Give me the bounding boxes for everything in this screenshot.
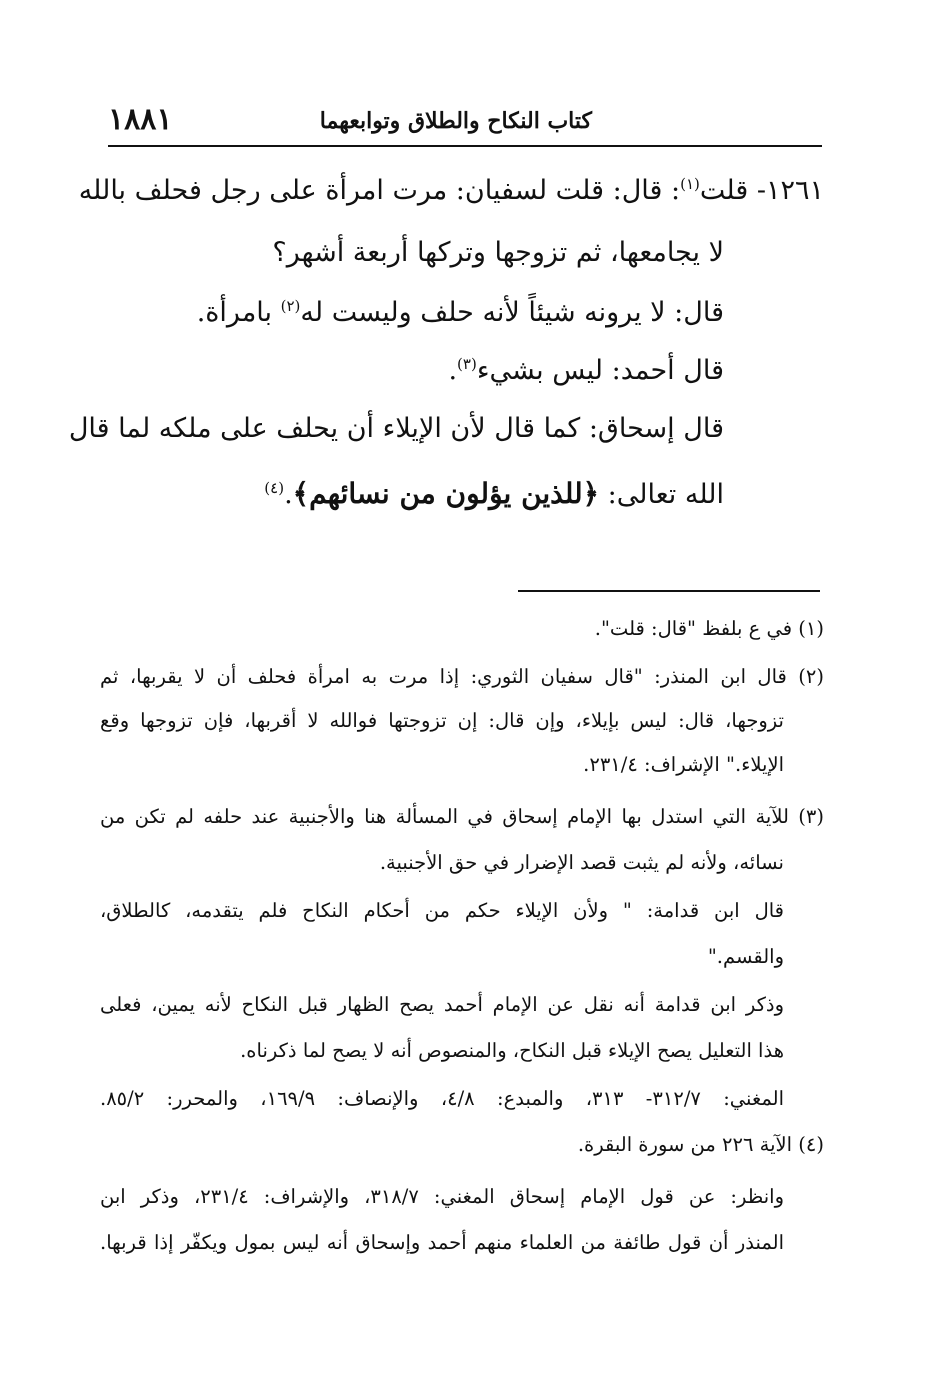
footnote-line: وذكر ابن قدامة أنه نقل عن الإمام أحمد يصح الظهار قبل النكاح لأنه يمين، فعلى bbox=[100, 993, 784, 1016]
main-line-3-text: قال: لا يرونه شيئاً لأنه حلف وليست له bbox=[300, 297, 724, 328]
footnote-line: (٤) الآية ٢٢٦ من سورة البقرة. bbox=[577, 1133, 824, 1156]
main-line-6-text: الله تعالى: bbox=[599, 479, 724, 510]
header-rule bbox=[108, 145, 822, 147]
page-number: ١٨٨١ bbox=[108, 102, 173, 137]
footnote-line: المنذر أن قول طائفة من العلماء منهم أحمد وإسحاق أنه ليس بمول ويكفّر إذا قربها. bbox=[100, 1231, 784, 1254]
footnote-ref-2: (٢) bbox=[280, 297, 301, 315]
main-line-4-end: . bbox=[448, 355, 458, 386]
main-line-6 bbox=[264, 477, 724, 510]
footnote-line: (٢) قال ابن المنذر: "قال سفيان الثوري: إذا مرت به امرأة فحلف أن لا يقربها، ثم bbox=[100, 665, 824, 688]
main-line-5: قال إسحاق: كما قال لأن الإيلاء أن يحلف على ملكه لما قال bbox=[68, 413, 724, 444]
running-title: كتاب النكاح والطلاق وتوابعهما bbox=[319, 108, 592, 134]
quran-verse: ﴿للذين يؤلون من نسائهم﴾ bbox=[292, 477, 600, 510]
main-line-4-text: قال أحمد: ليس بشيء bbox=[476, 355, 724, 386]
footnote-line: والقسم." bbox=[707, 945, 784, 968]
main-line-2: لا يجامعها، ثم تزوجها وتركها أربعة أشهر؟ bbox=[272, 237, 724, 268]
page-header bbox=[108, 100, 822, 144]
footnote-line: (٣) للآية التي استدل بها الإمام إسحاق في المسألة هنا والأجنبية عند حلفه لم تكن من bbox=[100, 805, 824, 828]
footnote-ref-4: (٤) bbox=[264, 479, 285, 497]
footnote-line: المغني: ٣١٢/٧- ٣١٣، والمبدع: ٤/٨، والإنصاف: ١٦٩/٩، والمحرر: ٨٥/٢. bbox=[100, 1087, 784, 1110]
main-line-1-text: : قال: قلت لسفيان: مرت امرأة على رجل فحلف بالله bbox=[78, 175, 681, 206]
footnote-line: نسائه، ولأنه لم يثبت قصد الإضرار في حق الأجنبية. bbox=[379, 851, 784, 874]
footnote-line: الإيلاء." الإشراف: ٢٣١/٤. bbox=[583, 753, 784, 776]
main-line-3-end: بامرأة. bbox=[196, 297, 281, 328]
footnote-line: قال ابن قدامة: " ولأن الإيلاء حكم من أحكام النكاح فلم يتقدمه، كالطلاق، bbox=[100, 899, 784, 922]
main-line-3 bbox=[197, 297, 724, 328]
footnote-line: وانظر: عن قول الإمام إسحاق المغني: ٣١٨/٧، والإشراف: ٢٣١/٤، وذكر ابن bbox=[100, 1185, 784, 1208]
footnote-line: (١) في ع بلفظ "قال: قلت". bbox=[594, 617, 824, 640]
main-line-6-period: . bbox=[284, 479, 293, 510]
footnote-ref-1: (١) bbox=[680, 175, 700, 193]
footnote-line: تزوجها، قال: ليس بإيلاء، وإن قال: إن تزوجتها فوالله لا أقربها، فإن تزوجها وقع bbox=[100, 709, 784, 732]
main-line-1 bbox=[78, 175, 824, 206]
footnote-ref-3: (٣) bbox=[457, 355, 477, 373]
hadith-number: ١٢٦١- قلت bbox=[699, 175, 824, 206]
main-line-4 bbox=[448, 355, 724, 386]
footnote-line: هذا التعليل يصح الإيلاء قبل النكاح، والمنصوص أنه لا يصح لما ذكرناه. bbox=[240, 1039, 784, 1062]
footnote-separator bbox=[518, 590, 820, 592]
